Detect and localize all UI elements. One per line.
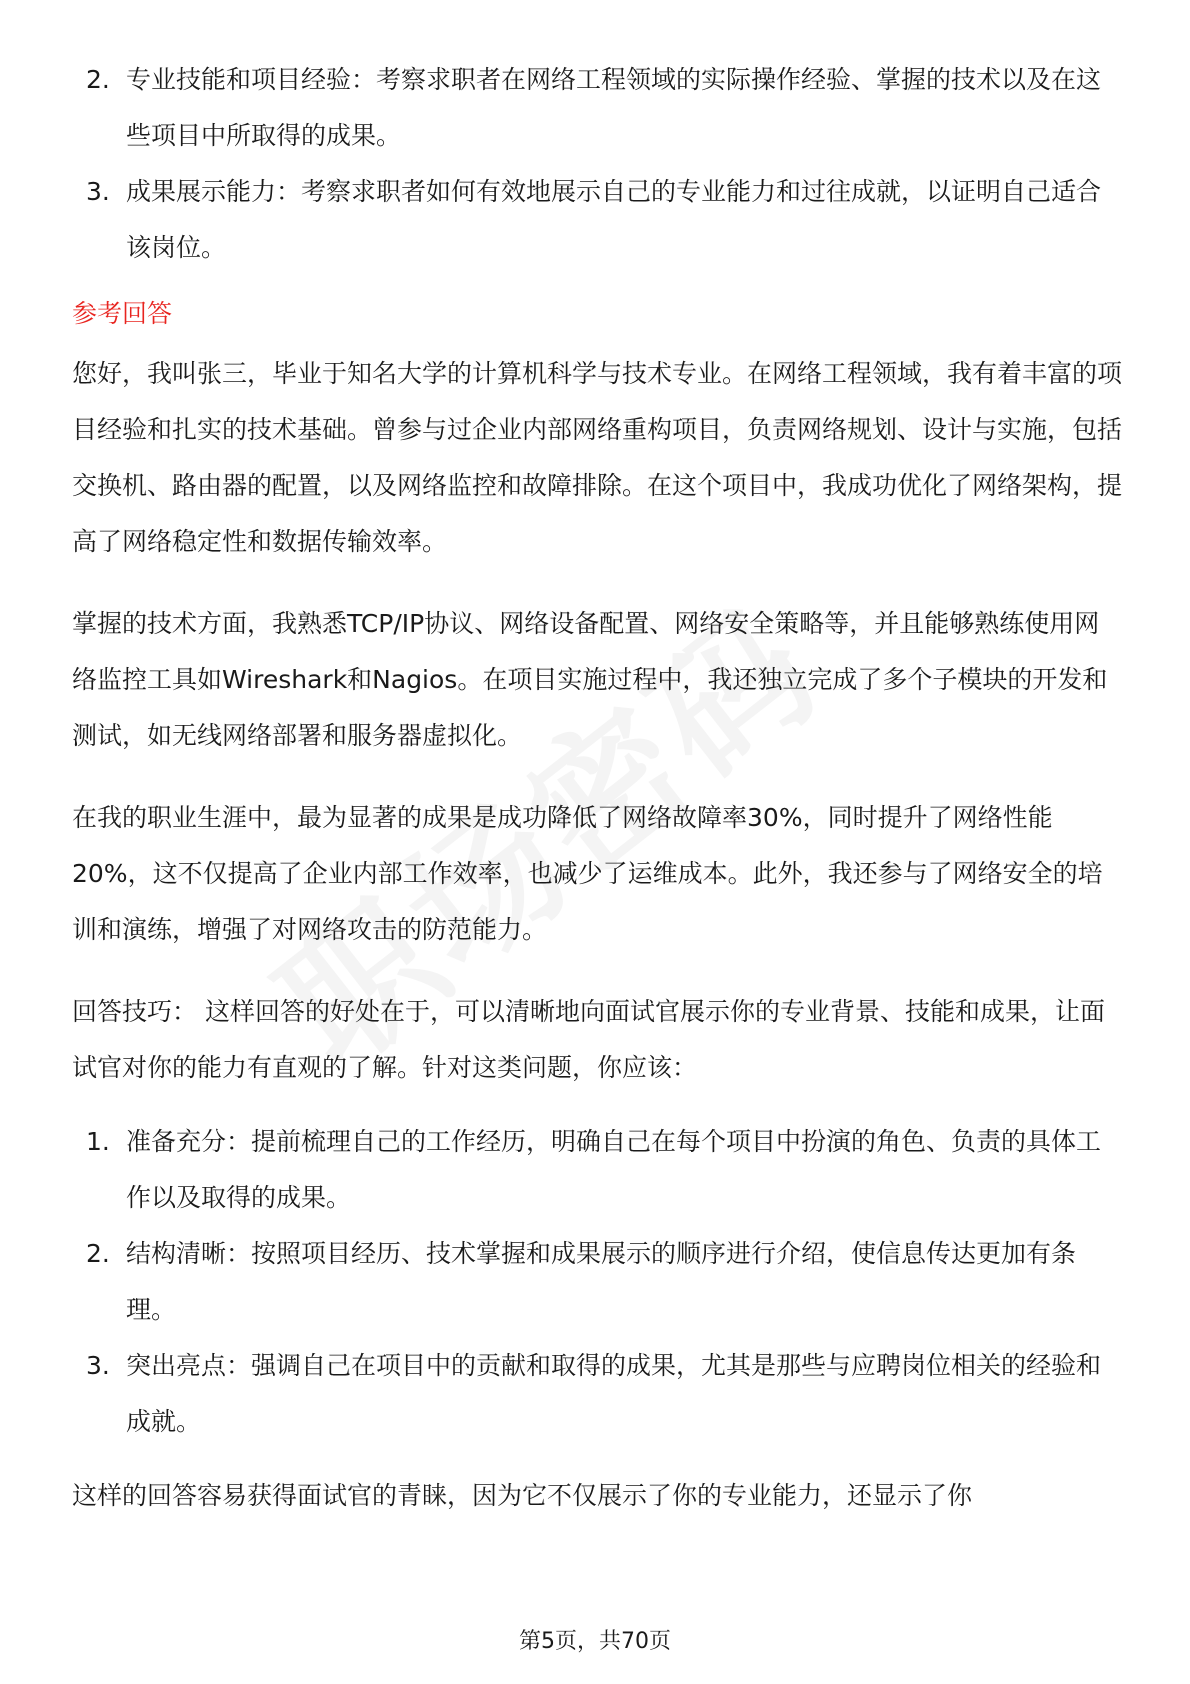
spacer [72,1450,1122,1468]
list-item-number: 1. [86,1127,110,1156]
section-heading: 参考回答 [72,299,173,328]
list-item-text: 成果展示能力：考察求职者如何有效地展示自己的专业能力和过往成就，以证明自己适合该岗位。 [126,177,1102,262]
list-item [86,1226,1122,1338]
list-item [86,52,1122,164]
list-item-number: 2. [86,1239,110,1268]
tips-intro-paragraph: 回答技巧： 这样回答的好处在于，可以清晰地向面试官展示你的专业背景、技能和成果，让面试官对你的能力有直观的了解。针对这类问题，你应该： [72,997,1105,1082]
answer-paragraph: 您好，我叫张三，毕业于知名大学的计算机科学与技术专业。在网络工程领域，我有着丰富的项目经验和扎实的技术基础。曾参与过企业内部网络重构项目，负责网络规划、设计与实施，包括交换机、路由器的配置，以及网络监控和故障排除。在这个项目中，我成功优化了网络架构，提高了网络稳定性和数据传输效率。 [72,359,1123,556]
page-content [72,52,1122,1524]
spacer [72,958,1122,984]
list-item-text: 结构清晰：按照项目经历、技术掌握和成果展示的顺序进行介绍，使信息传达更加有条理。 [126,1239,1077,1324]
spacer [72,1096,1122,1114]
list-item [86,164,1122,276]
list-item-number: 3. [86,177,110,206]
tips-list [72,1114,1122,1450]
list-item-number: 2. [86,65,110,94]
criteria-list [72,52,1122,276]
list-item-text: 专业技能和项目经验：考察求职者在网络工程领域的实际操作经验、掌握的技术以及在这些项目中所取得的成果。 [126,65,1102,150]
list-item [86,1338,1122,1450]
answer-paragraph: 掌握的技术方面，我熟悉TCP/IP协议、网络设备配置、网络安全策略等，并且能够熟练使用网络监控工具如Wireshark和Nagios。在项目实施过程中，我还独立完成了多个子模块的开发和测试，如无线网络部署和服务器虚拟化。 [72,609,1108,750]
closing-paragraph: 这样的回答容易获得面试官的青睐，因为它不仅展示了你的专业能力，还显示了你 [72,1481,973,1510]
list-item-text: 突出亮点：强调自己在项目中的贡献和取得的成果，尤其是那些与应聘岗位相关的经验和成就。 [126,1351,1102,1436]
list-item-text: 准备充分：提前梳理自己的工作经历，明确自己在每个项目中扮演的角色、负责的具体工作以及取得的成果。 [126,1127,1102,1212]
list-item [86,1114,1122,1226]
spacer [72,764,1122,790]
answer-paragraph: 在我的职业生涯中，最为显著的成果是成功降低了网络故障率30%，同时提升了网络性能20%，这不仅提高了企业内部工作效率，也减少了运维成本。此外，我还参与了网络安全的培训和演练，增强了对网络攻击的防范能力。 [72,803,1103,944]
page-number: 第5页，共70页 [519,1629,671,1654]
spacer [72,570,1122,596]
list-item-number: 3. [86,1351,110,1380]
